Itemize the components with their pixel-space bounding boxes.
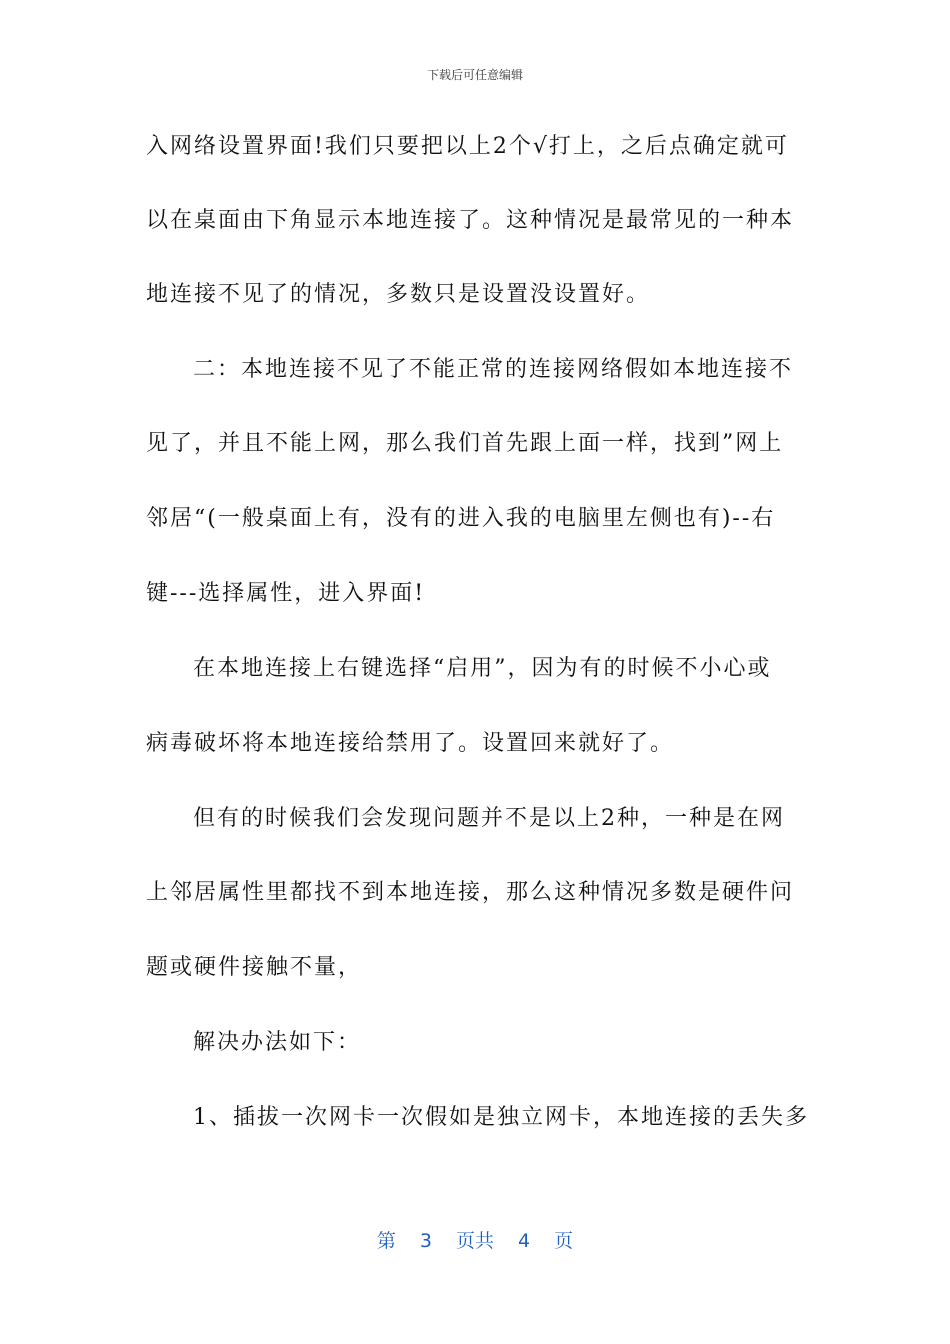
- page-footer: [0, 1226, 950, 1253]
- paragraph-1-line-2: 以在桌面由下角显示本地连接了。这种情况是最常见的一种本: [146, 208, 795, 233]
- paragraph-3-line-1: 在本地连接上右键选择“启用”，因为有的时候不小心或: [193, 656, 772, 681]
- paragraph-1-line-3: 地连接不见了的情况，多数只是设置没设置好。: [146, 282, 651, 307]
- page-label-prefix: 第: [376, 1230, 396, 1252]
- paragraph-2-line-1: 二：本地连接不见了不能正常的连接网络假如本地连接不: [193, 357, 794, 382]
- paragraph-2-line-4: 键---选择属性，进入界面!: [146, 581, 426, 606]
- paragraph-4-line-2: 上邻居属性里都找不到本地连接，那么这种情况多数是硬件问: [146, 880, 795, 905]
- page-header: 下载后可任意编辑: [426, 68, 523, 82]
- total-pages-number: 4: [518, 1230, 531, 1252]
- paragraph-4-line-1: 但有的时候我们会发现问题并不是以上2种，一种是在网: [193, 806, 785, 831]
- paragraph-3-line-2: 病毒破坏将本地连接给禁用了。设置回来就好了。: [146, 731, 675, 756]
- paragraph-6-line-1: 1、插拔一次网卡一次假如是独立网卡，本地连接的丢失多: [193, 1105, 809, 1130]
- paragraph-5-line-1: 解决办法如下：: [193, 1030, 362, 1055]
- paragraph-2-line-3: 邻居“(一般桌面上有，没有的进入我的电脑里左侧也有)--右: [146, 506, 776, 531]
- paragraph-2-line-2: 见了，并且不能上网，那么我们首先跟上面一样，找到”网上: [146, 431, 784, 456]
- paragraph-4-line-3: 题或硬件接触不量，: [146, 955, 363, 980]
- page-label-mid: 页共: [455, 1230, 494, 1252]
- paragraph-1-line-1: 入网络设置界面!我们只要把以上2个√打上，之后点确定就可: [146, 134, 789, 159]
- page-label-suffix: 页: [554, 1230, 574, 1252]
- current-page-number: 3: [419, 1230, 432, 1252]
